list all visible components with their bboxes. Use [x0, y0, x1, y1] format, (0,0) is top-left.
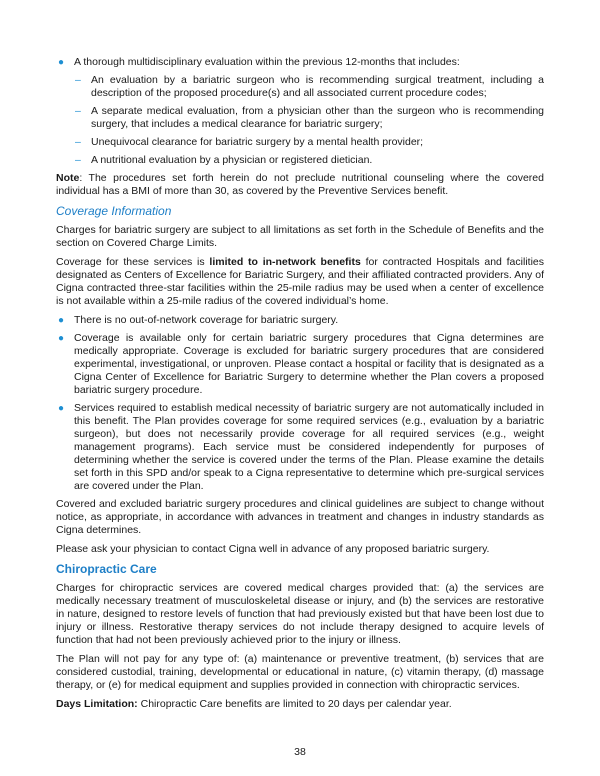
coverage-p2-post: for contracted Hospitals and facilities designated as Centers of Excellence for Bariatric Surgery, and their affiliated contracted providers. Any of Cigna contracted three-star facilities within the 25-mile radius may be used when a center of excellence is not available within a 25-mile radius of the covered individual’s home.: [56, 256, 544, 307]
list-item: [56, 314, 544, 327]
coverage-bullet-text: There is no out-of-network coverage for bariatric surgery.: [74, 314, 339, 326]
days-limitation-paragraph: [56, 698, 544, 711]
bullet-icon: ●: [58, 333, 65, 344]
sub-list-item: [56, 136, 544, 149]
sub-list-item: [56, 105, 544, 131]
document-page: [56, 56, 544, 717]
days-label: Days Limitation:: [56, 698, 138, 710]
sub-item-text: A nutritional evaluation by a physician or registered dietician.: [91, 154, 373, 166]
sub-item-text: A separate medical evaluation, from a physician other than the surgeon who is recommending surgery, that includes a medical clearance for bariatric surgery;: [91, 105, 544, 130]
bullet-icon: ●: [58, 403, 65, 414]
dash-icon: –: [75, 105, 81, 117]
bullet-icon: ●: [58, 315, 65, 326]
dash-icon: –: [75, 154, 81, 166]
list-item: [56, 56, 544, 69]
list-item: [56, 332, 544, 397]
sub-item-text: Unequivocal clearance for bariatric surgery by a mental health provider;: [91, 136, 424, 148]
coverage-paragraph: Covered and excluded bariatric surgery procedures and clinical guidelines are subject to change without notice, as appropriate, in accordance with advances in treatment and changes in industry standards as Cigna determines.: [56, 498, 544, 536]
coverage-paragraph: Charges for bariatric surgery are subject to all limitations as set forth in the Schedule of Benefits and the section on Covered Charge Limits.: [56, 224, 544, 249]
sub-list-item: [56, 154, 544, 167]
list-item: [56, 402, 544, 493]
coverage-p2-bold: limited to in-network benefits: [209, 256, 361, 268]
dash-icon: –: [75, 136, 81, 148]
coverage-heading: Coverage Information: [56, 204, 172, 218]
sub-item-text: An evaluation by a bariatric surgeon who is recommending surgical treatment, including a description of the proposed procedure(s) and all associated current procedure codes;: [91, 74, 544, 99]
days-text: Chiropractic Care benefits are limited to 20 days per calendar year.: [137, 698, 452, 710]
coverage-p2-pre: Coverage for these services is: [56, 256, 210, 268]
note-text: : The procedures set forth herein do not preclude nutritional counseling where the covered individual has a BMI of more than 30, as covered by the Preventive Services benefit.: [56, 172, 544, 197]
page-number: 38: [294, 746, 306, 758]
coverage-paragraph: Please ask your physician to contact Cigna well in advance of any proposed bariatric surgery.: [56, 543, 490, 555]
sub-list-item: [56, 74, 544, 100]
note-paragraph: [56, 172, 544, 198]
chiropractic-heading: Chiropractic Care: [56, 562, 157, 576]
coverage-bullet-text: Services required to establish medical necessity of bariatric surgery are not automatically included in this benefit. The Plan provides coverage for some required services (e.g., evaluation by a bariatric surgeon), but does not necessarily provide coverage for all required services (e.g., weight management programs). Each service must be considered independently for purposes of determining whether the service is covered under the terms of the Plan. Please examine the details set forth in this SPD and/or speak to a Cigna representative to determine which pre-surgical services are covered under the Plan.: [74, 402, 544, 492]
intro-bullet-text: A thorough multidisciplinary evaluation within the previous 12-months that includes:: [74, 56, 460, 68]
coverage-bullet-text: Coverage is available only for certain bariatric surgery procedures that Cigna determines are medically appropriate. Coverage is excluded for bariatric surgery procedures that are considered experimental, investigational, or unproven. Please contact a hospital or facility that is designated as a Cigna Center of Excellence for Bariatric Surgery to determine whether the Plan covers a proposed bariatric surgery procedure.: [74, 332, 544, 396]
note-label: Note: [56, 172, 80, 184]
coverage-paragraph: [56, 256, 544, 308]
dash-icon: –: [75, 74, 81, 86]
bullet-icon: ●: [58, 57, 65, 68]
chiropractic-paragraph: Charges for chiropractic services are covered medical charges provided that: (a) the services are medically necessary treatment of musculoskeletal disease or injury, and (b) the services are restorative in nature, designed to restore levels of function that had previously existed but that have been lost due to injury or illness. Restorative therapy services do not include therapy designed to acquire levels of function that had not been previously achieved prior to the injury or illness.: [56, 582, 544, 646]
chiropractic-paragraph: The Plan will not pay for any type of: (a) maintenance or preventive treatment, (b) services that are considered custodial, training, developmental or educational in nature, (c) vitamin therapy, (d) massage therapy, or (e) for medical equipment and supplies provided in connection with chiropractic services.: [56, 653, 544, 691]
